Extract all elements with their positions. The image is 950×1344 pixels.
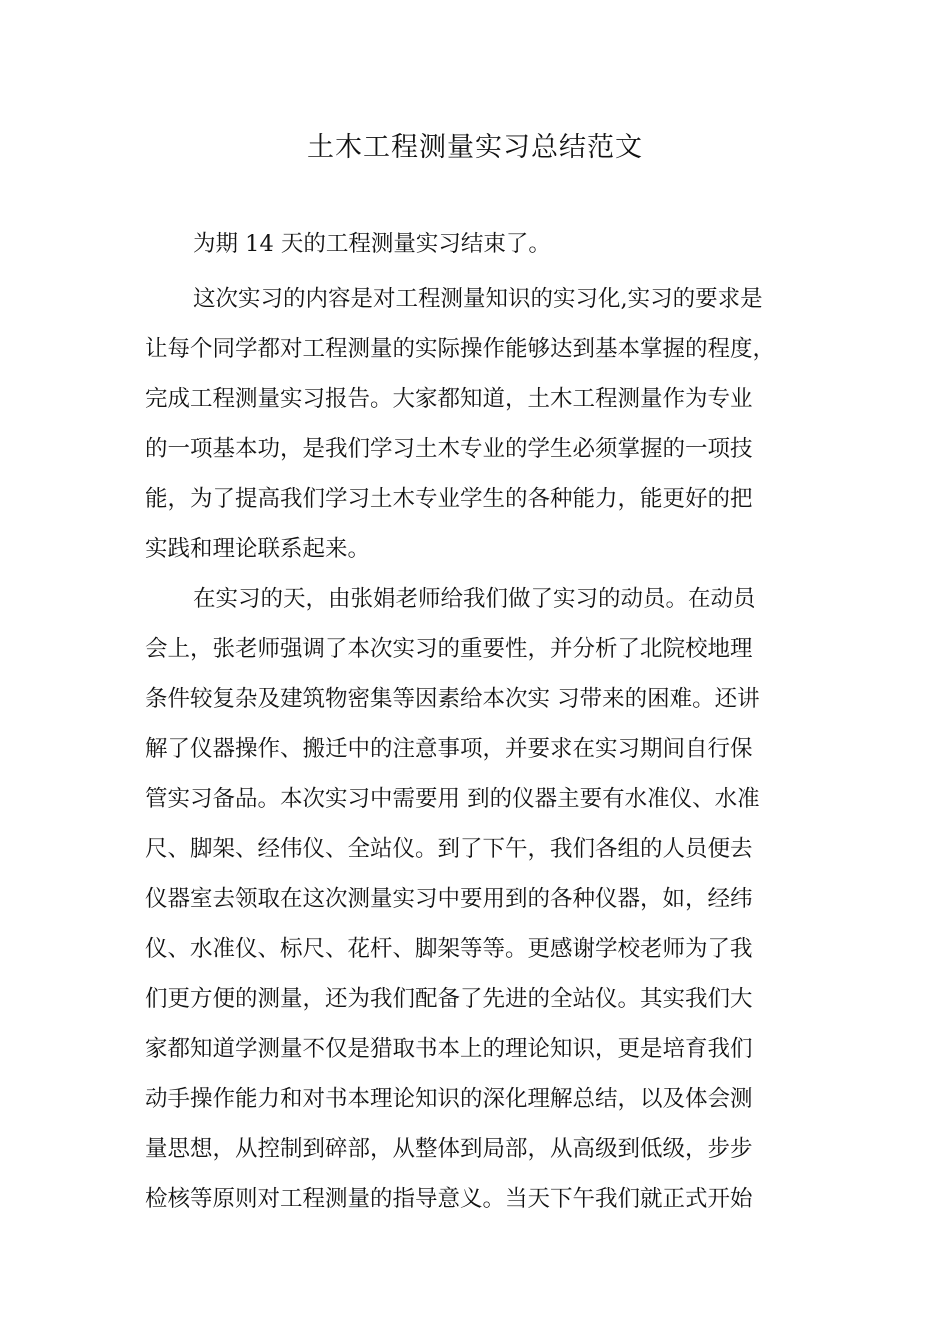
paragraph-2-line-6: 实践和理论联系起来。 bbox=[145, 536, 371, 562]
paragraph-3-line-6: 尺、脚架、经伟仪、全站仪。到了下午，我们各组的人员便去 bbox=[145, 836, 753, 862]
paragraph-3-line-5: 管实习备品。本次实习中需要用 到的仪器主要有水准仪、水准 bbox=[145, 786, 760, 812]
paragraph-3-line-9: 们更方便的测量，还为我们配备了先进的全站仪。其实我们大 bbox=[145, 986, 753, 1012]
paragraph-2-line-1: 这次实习的内容是对工程测量知识的实习化,实习的要求是 bbox=[193, 286, 763, 312]
paragraph-3-line-7: 仪器室去领取在这次测量实习中要用到的各种仪器，如，经纬 bbox=[145, 886, 753, 912]
paragraph-2-line-5: 能，为了提高我们学习土木专业学生的各种能力，能更好的把 bbox=[145, 486, 753, 512]
paragraph-3-line-2: 会上，张老师强调了本次实习的重要性，并分析了北院校地理 bbox=[145, 636, 753, 662]
paragraph-1-line-1: 为期 14 天的工程测量实习结束了。 bbox=[193, 231, 551, 257]
paragraph-3-line-13: 检核等原则对工程测量的指导意义。当天下午我们就正式开始 bbox=[145, 1186, 753, 1212]
paragraph-3-line-8: 仪、水准仪、标尺、花杆、脚架等等。更感谢学校老师为了我 bbox=[145, 936, 753, 962]
paragraph-3-line-11: 动手操作能力和对书本理论知识的深化理解总结，以及体会测 bbox=[145, 1086, 753, 1112]
paragraph-3-line-3: 条件较复杂及建筑物密集等因素给本次实 习带来的困难。还讲 bbox=[145, 686, 760, 712]
paragraph-3-line-12: 量思想，从控制到碎部，从整体到局部，从高级到低级，步步 bbox=[145, 1136, 753, 1162]
paragraph-3-line-1: 在实习的天，由张娟老师给我们做了实习的动员。在动员 bbox=[193, 586, 756, 612]
paragraph-3-line-4: 解了仪器操作、搬迁中的注意事项，并要求在实习期间自行保 bbox=[145, 736, 753, 762]
paragraph-2-line-3: 完成工程测量实习报告。大家都知道，土木工程测量作为专业 bbox=[145, 386, 753, 412]
paragraph-2-line-2: 让每个同学都对工程测量的实际操作能够达到基本掌握的程度， bbox=[145, 336, 776, 362]
paragraph-2-line-4: 的一项基本功，是我们学习土木专业的学生必须掌握的一项技 bbox=[145, 436, 753, 462]
document-title: 土木工程测量实习总结范文 bbox=[307, 132, 643, 163]
paragraph-3-line-10: 家都知道学测量不仅是猎取书本上的理论知识，更是培育我们 bbox=[145, 1036, 753, 1062]
